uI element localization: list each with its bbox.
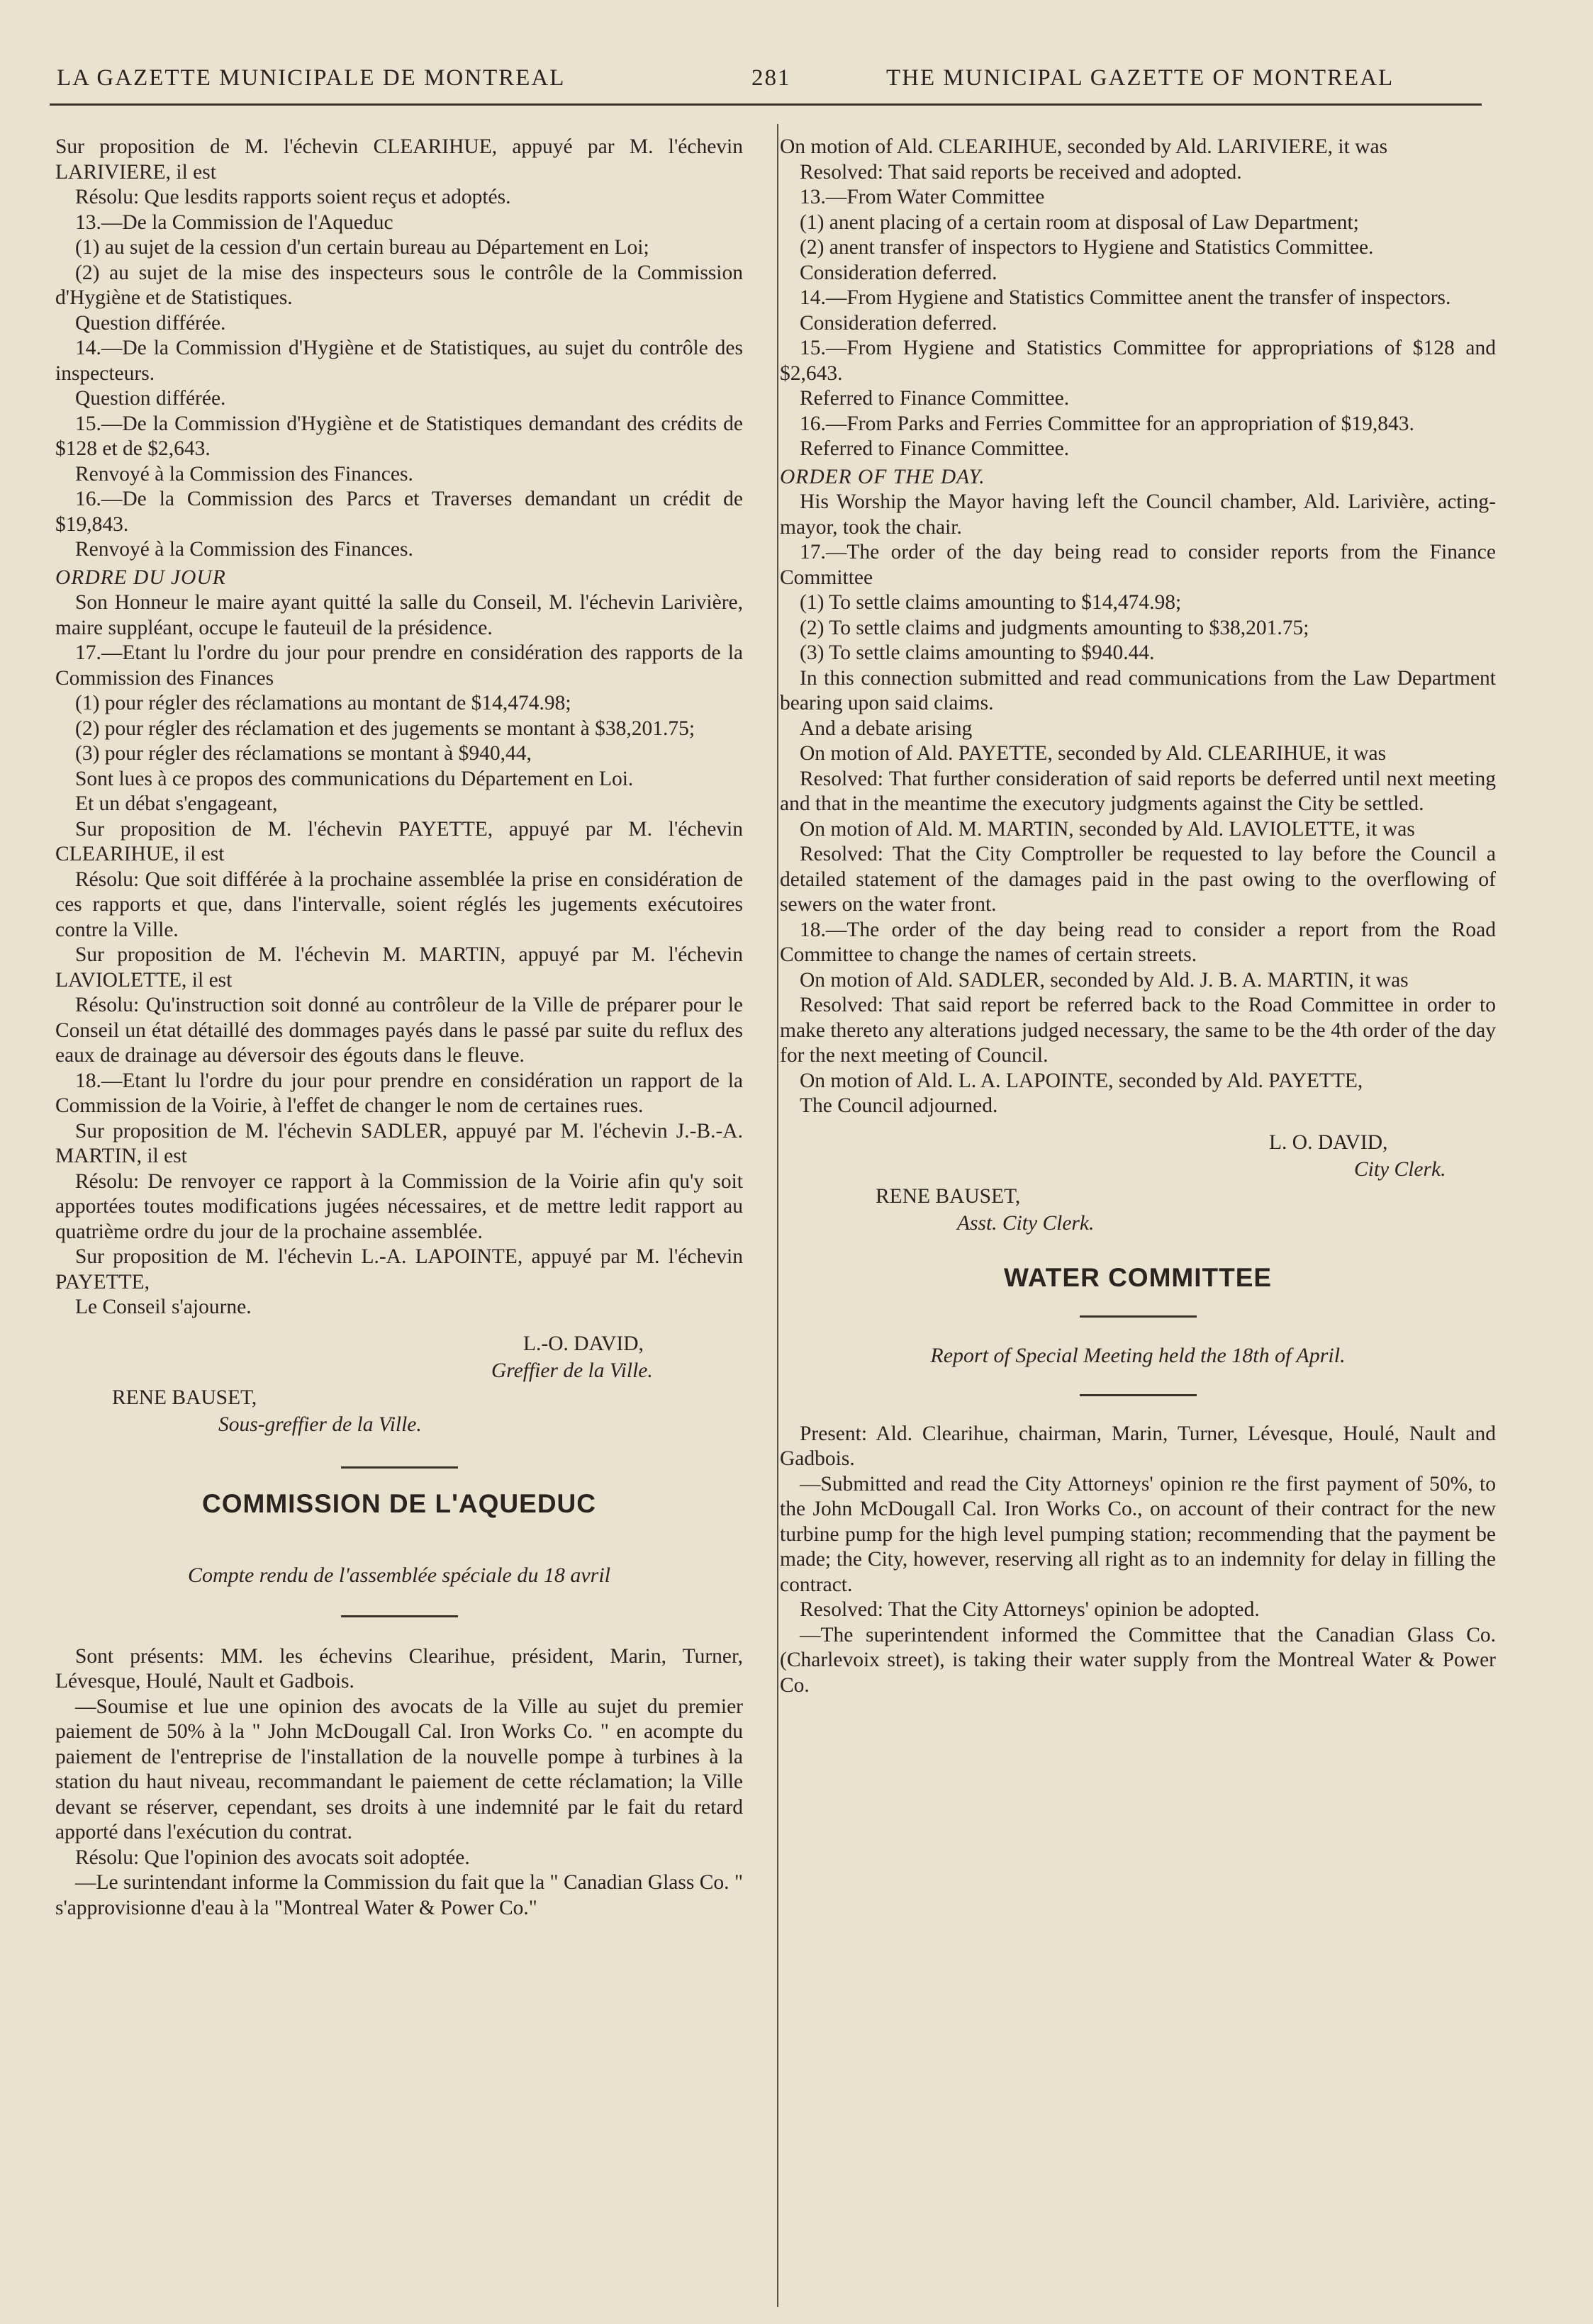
paragraph: Sont lues à ce propos des communications du Département en Loi. xyxy=(75,767,634,790)
paragraph: (1) To settle claims amounting to $14,474.98; xyxy=(800,591,1182,614)
paragraph: 15.—De la Commission d'Hygiène et de Statistiques demandant des crédits de $128 et de $2,643. xyxy=(55,412,743,460)
english-column xyxy=(780,135,1496,1698)
clerk-title: Greffier de la Ville. xyxy=(491,1359,653,1382)
assistant-clerk-name: RENE BAUSET, xyxy=(112,1386,257,1409)
clerk-title: City Clerk. xyxy=(1354,1157,1446,1181)
paragraph: Sur proposition de M. l'échevin PAYETTE, appuyé par M. l'échevin CLEARIHUE, il est xyxy=(55,817,743,865)
section-heading: COMMISSION DE L'AQUEDUC xyxy=(202,1488,596,1518)
paragraph: On motion of Ald. CLEARIHUE, seconded by Ald. LARIVIERE, it was xyxy=(780,135,1388,158)
paragraph: On motion of Ald. PAYETTE, seconded by Ald. CLEARIHUE, it was xyxy=(800,742,1387,765)
paragraph: Sont présents: MM. les échevins Clearihue, président, Marin, Turner, Lévesque, Houlé, Nault et Gadbois. xyxy=(55,1644,743,1693)
french-column xyxy=(55,135,743,1921)
paragraph: (2) To settle claims and judgments amounting to $38,201.75; xyxy=(800,616,1309,639)
paragraph: Question différée. xyxy=(75,387,226,410)
header-rule xyxy=(50,103,1482,106)
clerk-name: L.-O. DAVID, xyxy=(523,1332,644,1355)
paragraph: Resolved: That the City Comptroller be requested to lay before the Council a detailed statement of the damages paid in the past owing to the overflowing of sewers on the water front. xyxy=(780,843,1496,916)
assistant-clerk-name: RENE BAUSET, xyxy=(876,1184,1021,1208)
paragraph: Résolu: Que l'opinion des avocats soit adoptée. xyxy=(75,1846,470,1869)
clerk-name: L. O. DAVID, xyxy=(1269,1130,1388,1154)
paragraph: —Le surintendant informe la Commission du fait que la " Canadian Glass Co. " s'approvisionne d'eau à la "Montreal Water & Power Co." xyxy=(55,1871,743,1919)
paragraph: —Submitted and read the City Attorneys' opinion re the first payment of 50%, to the John McDougall Cal. Iron Works Co., on account of their contract for the new turbine pump for the high level pumping station; recommending that the payment be made; the City, however, reserving all right as to an indemnity for delay in filling the contract. xyxy=(780,1472,1496,1596)
section-heading: WATER COMMITTEE xyxy=(1003,1262,1273,1292)
paragraph: Résolu: De renvoyer ce rapport à la Commission de la Voirie afin qu'y soit apportées toutes modifications jugées nécessaires, et de mettre ledit rapport au quatrième ordre du jour de la prochaine assemblée. xyxy=(55,1169,743,1243)
paragraph: Sur proposition de M. l'échevin L.-A. LAPOINTE, appuyé par M. l'échevin PAYETTE, xyxy=(55,1245,743,1293)
paragraph: On motion of Ald. L. A. LAPOINTE, seconded by Ald. PAYETTE, xyxy=(800,1069,1363,1092)
paragraph: 16.—De la Commission des Parcs et Traverses demandant un crédit de $19,843. xyxy=(55,488,743,536)
paragraph: (2) anent transfer of inspectors to Hygiene and Statistics Committee. xyxy=(800,236,1374,259)
paragraph: 13.—De la Commission de l'Aqueduc xyxy=(75,210,393,234)
paragraph: Resolved: That further consideration of said reports be deferred until next meeting and that in the meantime the executory judgments against the City be settled. xyxy=(780,767,1496,815)
assistant-clerk-title: Asst. City Clerk. xyxy=(957,1211,1095,1235)
paragraph: And a debate arising xyxy=(800,717,973,740)
paragraph: (2) au sujet de la mise des inspecteurs sous le contrôle de la Commission d'Hygiène et de Statistiques. xyxy=(55,261,743,309)
paragraph: Resolved: That said report be referred back to the Road Committee in order to make thereto any alterations judged necessary, the same to be the 4th order of the day for the next meeting of Council. xyxy=(780,994,1496,1067)
paragraph: In this connection submitted and read communications from the Law Department bearing upon said claims. xyxy=(780,666,1496,714)
paragraph: Sur proposition de M. l'échevin CLEARIHUE, appuyé par M. l'échevin LARIVIERE, il est xyxy=(55,135,743,184)
column-divider xyxy=(777,124,778,2307)
paragraph: Et un débat s'engageant, xyxy=(75,792,278,815)
paragraph: His Worship the Mayor having left the Council chamber, Ald. Larivière, acting-mayor, took the chair. xyxy=(780,490,1496,539)
paragraph: 14.—From Hygiene and Statistics Committee anent the transfer of inspectors. xyxy=(800,286,1451,309)
page-header xyxy=(50,65,1482,101)
paragraph: 13.—From Water Committee xyxy=(800,186,1045,208)
paragraph: Referred to Finance Committee. xyxy=(800,437,1070,460)
paragraph: 14.—De la Commission d'Hygiène et de Statistiques, au sujet du contrôle des inspecteurs. xyxy=(55,337,743,385)
signature-block xyxy=(55,1325,743,1438)
paragraph: Le Conseil s'ajourne. xyxy=(75,1296,252,1318)
header-title-french: LA GAZETTE MUNICIPALE DE MONTREAL xyxy=(57,65,566,91)
paragraph: 15.—From Hygiene and Statistics Committee for appropriations of $128 and $2,643. xyxy=(780,337,1496,385)
paragraph: Sur proposition de M. l'échevin SADLER, appuyé par M. l'échevin J.-B.-A. MARTIN, il est xyxy=(55,1119,743,1167)
section-subheading: Compte rendu de l'assemblée spéciale du 18 avril xyxy=(187,1564,610,1587)
paragraph: (1) anent placing of a certain room at disposal of Law Department; xyxy=(800,210,1359,234)
paragraph: Renvoyé à la Commission des Finances. xyxy=(75,462,413,485)
order-of-day-heading: ORDRE DU JOUR xyxy=(55,566,226,589)
paragraph: —The superintendent informed the Committee that the Canadian Glass Co. (Charlevoix street), is taking their water supply from the Montreal Water & Power Co. xyxy=(780,1623,1496,1697)
paragraph: Son Honneur le maire ayant quitté la salle du Conseil, M. l'échevin Larivière, maire suppléant, occupe le fauteuil de la présidence. xyxy=(55,591,743,639)
paragraph: Consideration deferred. xyxy=(800,261,997,284)
paragraph: Résolu: Qu'instruction soit donné au contrôleur de la Ville de préparer pour le Conseil un état détaillé des dommages payés dans le passé par suite du reflux des eaux de drainage au déversoir des égouts dans le fleuve. xyxy=(55,994,743,1067)
page-number: 281 xyxy=(751,65,791,91)
paragraph: Consideration deferred. xyxy=(800,311,997,335)
header-title-english: THE MUNICIPAL GAZETTE OF MONTREAL xyxy=(886,65,1394,91)
paragraph: (1) au sujet de la cession d'un certain bureau au Département en Loi; xyxy=(75,236,649,259)
paragraph: Résolu: Que soit différée à la prochaine assemblée la prise en considération de ces rapports et que, dans l'intervalle, soient réglés les jugements exécutoires contre la Ville. xyxy=(55,868,743,941)
paragraph: (3) To settle claims amounting to $940.44. xyxy=(800,641,1155,664)
paragraph: Referred to Finance Committee. xyxy=(800,387,1070,410)
paragraph: Present: Ald. Clearihue, chairman, Marin, Turner, Lévesque, Houlé, Nault and Gadbois. xyxy=(780,1422,1496,1470)
paragraph: 18.—The order of the day being read to consider a report from the Road Committee to change the names of certain streets. xyxy=(780,918,1496,966)
paragraph: (1) pour régler des réclamations au montant de $14,474.98; xyxy=(75,692,571,714)
paragraph: Sur proposition de M. l'échevin M. MARTIN, appuyé par M. l'échevin LAVIOLETTE, il est xyxy=(55,943,743,992)
paragraph: Renvoyé à la Commission des Finances. xyxy=(75,538,413,561)
paragraph: On motion of Ald. SADLER, seconded by Ald. J. B. A. MARTIN, it was xyxy=(800,968,1409,992)
paragraph: Résolu: Que lesdits rapports soient reçus et adoptés. xyxy=(75,186,511,208)
paragraph: On motion of Ald. M. MARTIN, seconded by Ald. LAVIOLETTE, it was xyxy=(800,817,1415,841)
section-subheading: Report of Special Meeting held the 18th of April. xyxy=(930,1344,1346,1367)
paragraph: Question différée. xyxy=(75,311,226,335)
paragraph: The Council adjourned. xyxy=(800,1094,998,1117)
paragraph: 18.—Etant lu l'ordre du jour pour prendre en considération un rapport de la Commission de la Voirie, à l'effet de changer le nom de certaines rues. xyxy=(55,1069,743,1117)
paragraph: 17.—Etant lu l'ordre du jour pour prendre en considération des rapports de la Commission des Finances xyxy=(55,641,743,690)
signature-block xyxy=(780,1123,1496,1237)
paragraph: Resolved: That the City Attorneys' opinion be adopted. xyxy=(800,1598,1260,1621)
paragraph: 16.—From Parks and Ferries Committee for an appropriation of $19,843. xyxy=(800,412,1414,435)
paragraph: —Soumise et lue une opinion des avocats de la Ville au sujet du premier paiement de 50% à la " John McDougall Cal. Iron Works Co. " en acompte du paiement de l'entreprise de l'installation de la nouvelle pompe à turbines à la station du haut niveau, recommandant le paiement de cette réclamation; la Ville devant se réserver, cependant, ses droits à une indemnité par le fait du retard apporté dans l'exécution du contrat. xyxy=(55,1695,743,1843)
paragraph: (2) pour régler des réclamation et des jugements se montant à $38,201.75; xyxy=(75,717,695,740)
assistant-clerk-title: Sous-greffier de la Ville. xyxy=(218,1413,422,1436)
order-of-day-heading: ORDER OF THE DAY. xyxy=(780,465,985,488)
paragraph: 17.—The order of the day being read to consider reports from the Finance Committee xyxy=(780,541,1496,589)
paragraph: Resolved: That said reports be received and adopted. xyxy=(800,160,1242,184)
paragraph: (3) pour régler des réclamations se montant à $940,44, xyxy=(75,742,532,765)
